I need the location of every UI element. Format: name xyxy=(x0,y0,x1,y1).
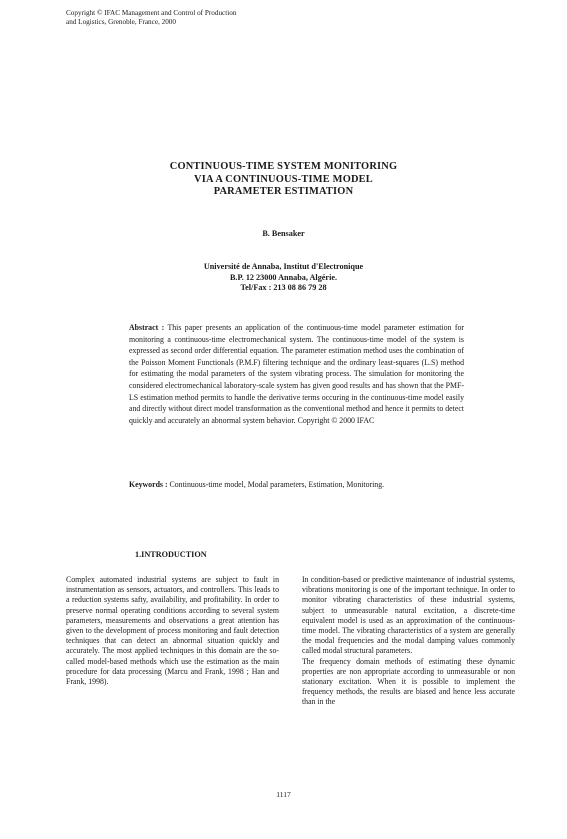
section-heading-introduction: 1.INTRODUCTION xyxy=(135,550,207,559)
title-line-2: VIA A CONTINUOUS-TIME MODEL xyxy=(194,173,373,185)
title-line-1: CONTINUOUS-TIME SYSTEM MONITORING xyxy=(169,161,398,172)
intro-paragraph-2: In condition-based or predictive maintenance of industrial systems, vibrations monitoring is one of the important technique. In order to monitor vibrating characteristics of these industrial systems, subject to unmeasurable natural excitation, a discrete-time equivalent model is used as an approximation of the continuous-time model. The vibrating characteristics of a system are generally the modal frequencies and the modal damping values commonly called modal structural parameters. xyxy=(302,575,515,656)
title-line-3: PARAMETER ESTIMATION xyxy=(213,186,354,197)
left-column xyxy=(66,575,279,687)
author-affiliation xyxy=(0,262,567,294)
paper-title xyxy=(0,161,567,199)
abstract xyxy=(129,322,464,426)
affiliation-line-2: B.P. 12 23000 Annaba, Algérie. xyxy=(229,272,338,282)
keywords-label: Keywords : xyxy=(129,480,168,489)
affiliation-line-1: Université de Annaba, Institut d'Electronique xyxy=(203,262,364,271)
affiliation-line-3: Tel/Fax : 213 08 86 79 28 xyxy=(240,283,327,293)
page-number: 1117 xyxy=(276,790,291,799)
copyright-line-1: Copyright © IFAC Management and Control of Production xyxy=(66,9,237,17)
abstract-text: This paper presents an application of the continuous-time model parameter estimation for monitoring a continuous-time electromechanical system. The continuous-time model of the system is expressed as second order differential equation. The parameter estimation method uses the combination of the Poisson Moment Functionals (P.M.F) filtering technique and the ordinary least-squares (L.S) method for estimating the modal parameters of the system vibrating process. The simulation for monitoring the considered electromechanical laboratory-scale system has given good results and has shown that the PMF-LS estimation method permits to handle the derivative terms occuring in the continuous-time model easily and directly without direct model transformation as the conventional method and hence it permits to detect quickly and accurately an abnormal system behavior. Copyright © 2000 IFAC xyxy=(129,323,465,425)
author-name: B. Bensaker xyxy=(262,229,305,238)
copyright-notice xyxy=(66,9,236,27)
keywords xyxy=(129,480,474,489)
right-column xyxy=(302,575,515,708)
keywords-text: Continuous-time model, Modal parameters, Estimation, Monitoring. xyxy=(169,480,385,489)
abstract-label: Abstract : xyxy=(129,323,165,332)
copyright-line-2: and Logistics, Grenoble, France, 2000 xyxy=(66,18,176,26)
intro-paragraph-1: Complex automated industrial systems are subject to fault in instrumentation as sensors, actuators, and controllers. This leads to a reduction systems safty, availability, and profitability. In order to preserve normal operating conditions according to several system parameters, measurements and observations a great attention has given to the development of process monitoring and fault detection techniques that can detect an abnormal situation quickly and accurately. The most applied techniques in this domain are the so-called model-based methods which use the estimation as the main procedure for data processing (Marcu and Frank, 1998 ; Han and Frank, 1998). xyxy=(66,575,279,687)
intro-paragraph-3: The frequency domain methods of estimating these dynamic properties are non appropriate according to unmeasurable or non stationary excitation. When it is possible to implement the frequency methods, the results are biased and hence less accurate than in the xyxy=(302,656,515,707)
